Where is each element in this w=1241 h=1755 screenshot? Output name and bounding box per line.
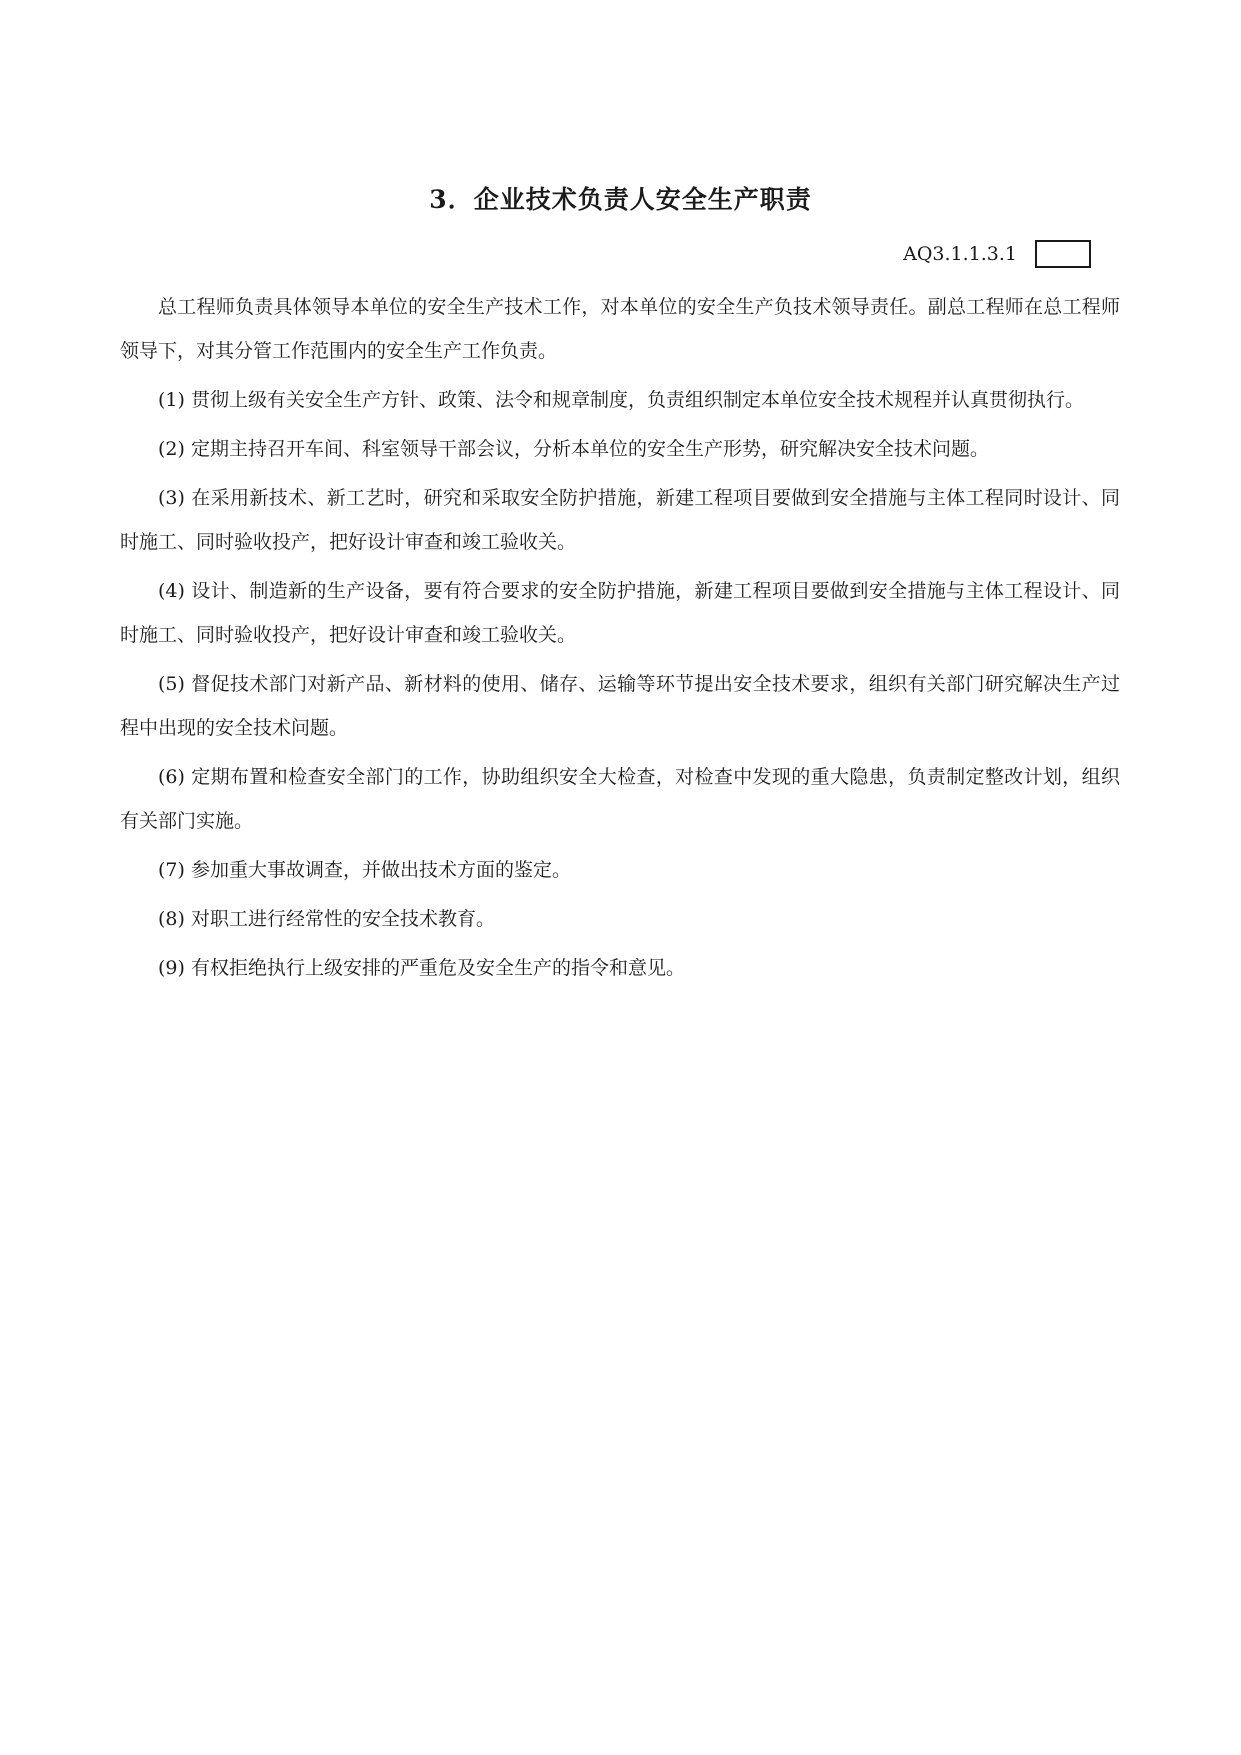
duty-item-8: (8) 对职工进行经常性的安全技术教育。: [158, 908, 495, 930]
duty-item-2: (2) 定期主持召开车间、科室领导干部会议，分析本单位的安全生产形势，研究解决安全技术问题。: [158, 438, 989, 460]
duty-item-9: (9) 有权拒绝执行上级安排的严重危及安全生产的指令和意见。: [158, 957, 685, 979]
intro-paragraph: 总工程师负责具体领导本单位的安全生产技术工作，对本单位的安全生产负技术领导责任。副总工程师在总工程师领导下，对其分管工作范围内的安全生产工作负责。: [120, 296, 1120, 362]
duty-item-4: (4) 设计、制造新的生产设备，要有符合要求的安全防护措施，新建工程项目要做到安全措施与主体工程设计、同时施工、同时验收投产，把好设计审查和竣工验收关。: [120, 580, 1120, 646]
duty-item-7: (7) 参加重大事故调查，并做出技术方面的鉴定。: [158, 859, 571, 881]
duty-item-6: (6) 定期布置和检查安全部门的工作，协助组织安全大检查，对检查中发现的重大隐患，负责制定整改计划，组织有关部门实施。: [120, 766, 1120, 832]
duty-item-1: (1) 贯彻上级有关安全生产方针、政策、法令和规章制度，负责组织制定本单位安全技术规程并认真贯彻执行。: [158, 389, 1084, 411]
document-code-row: [903, 240, 1091, 268]
page-title: 3．企业技术负责人安全生产职责: [429, 185, 812, 214]
duty-item-5: (5) 督促技术部门对新产品、新材料的使用、储存、运输等环节提出安全技术要求，组织有关部门研究解决生产过程中出现的安全技术问题。: [120, 673, 1120, 739]
document-code: AQ3.1.1.3.1: [903, 243, 1017, 265]
duty-item-3: (3) 在采用新技术、新工艺时，研究和采取安全防护措施，新建工程项目要做到安全措施与主体工程同时设计、同时施工、同时验收投产，把好设计审查和竣工验收关。: [120, 487, 1120, 553]
document-body: [120, 285, 1120, 995]
code-checkbox: [1035, 240, 1091, 268]
